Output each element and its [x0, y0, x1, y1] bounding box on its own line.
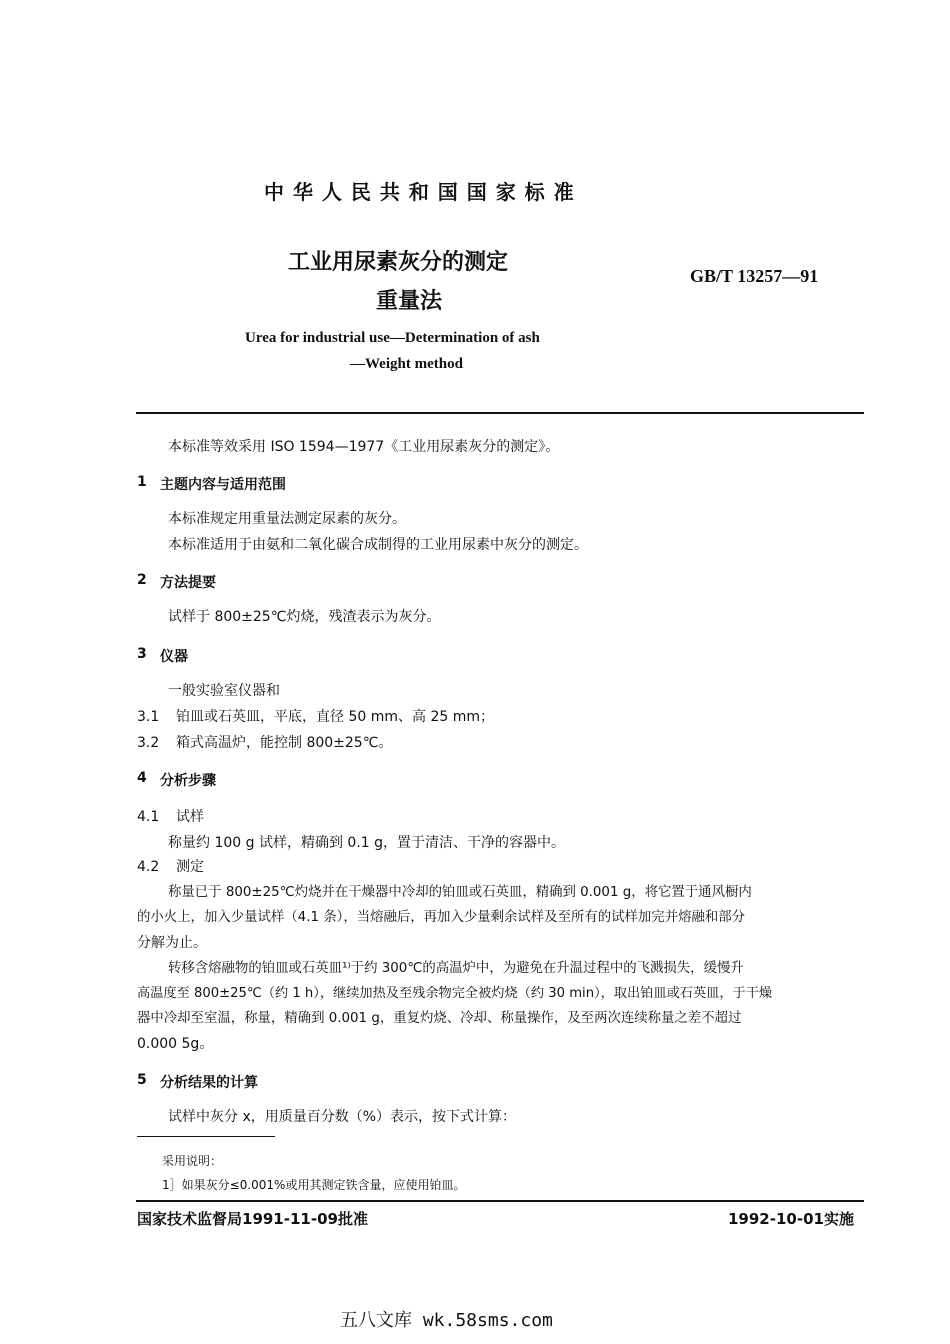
section-3-number: 3 [137, 646, 147, 662]
standard-number: GB/T 13257—91 [690, 266, 819, 286]
footnote-text: 1］如果灰分≤0.001%或用其测定铁含量，应使用铂皿。 [162, 1178, 466, 1192]
clause-4-2-para-1-line-1: 称量已于 800±25℃灼烧并在干燥器中冷却的铂皿或石英皿，精确到 0.001 g，将它置于通风橱内 [168, 885, 752, 900]
clause-3-2-number: 3.2 [137, 735, 160, 751]
footnote-divider [137, 1136, 275, 1137]
clause-4-2-para-1-line-2: 的小火上，加入少量试样（4.1 条），当熔融后，再加入少量剩余试样及至所有的试样加完并熔融和部分 [137, 910, 746, 925]
clause-4-1-text: 称量约 100 g 试样，精确到 0.1 g，置于清洁、干净的容器中。 [168, 835, 566, 851]
section-4-number: 4 [137, 770, 147, 786]
section-2-para-1: 试样于 800±25℃灼烧，残渣表示为灰分。 [168, 609, 441, 625]
title-zh-line2: 重量法 [376, 289, 443, 314]
section-5-para-1: 试样中灰分 x，用质量百分数（%）表示，按下式计算： [168, 1109, 517, 1125]
national-standard-heading: 中 华 人 民 共 和 国 国 家 标 准 [264, 180, 575, 204]
section-5-title: 分析结果的计算 [160, 1075, 258, 1091]
header-divider [136, 412, 864, 414]
clause-3-2-text: 箱式高温炉，能控制 800±25℃。 [176, 735, 393, 751]
clause-4-2-para-2-line-4: 0.000 5g。 [137, 1036, 214, 1052]
title-zh-line1: 工业用尿素灰分的测定 [288, 250, 509, 275]
section-2-number: 2 [137, 572, 147, 588]
clause-4-2-para-1-line-3: 分解为止。 [137, 935, 207, 951]
clause-4-2-para-2-line-1: 转移含熔融物的铂皿或石英皿¹⁾于约 300℃的高温炉中，为避免在升温过程中的飞溅损失，缓慢升 [168, 961, 744, 976]
section-1-para-1: 本标准规定用重量法测定尿素的灰分。 [168, 511, 406, 527]
footnote-label: 采用说明： [162, 1154, 223, 1168]
section-1-number: 1 [137, 474, 147, 490]
approval-text: 国家技术监督局1991-11-09批准 [137, 1210, 368, 1228]
clause-4-1-title: 试样 [176, 809, 204, 825]
clause-4-2-para-2-line-2: 高温度至 800±25℃（约 1 h），继续加热及至残余物完全被灼烧（约 30 min），取出铂皿或石英皿，于干燥 [137, 986, 773, 1001]
clause-4-2-para-2-line-3: 器中冷却至室温，称量，精确到 0.001 g，重复灼烧、冷却、称量操作，及至两次连续称量之差不超过 [137, 1011, 742, 1026]
section-3-intro: 一般实验室仪器和 [168, 683, 280, 699]
footer-divider [136, 1200, 864, 1202]
watermark-text: 五八文库 wk.58sms.com [340, 1310, 553, 1331]
section-5-number: 5 [137, 1072, 147, 1088]
preface-text: 本标准等效采用 ISO 1594—1977《工业用尿素灰分的测定》。 [168, 439, 560, 455]
title-en-line1: Urea for industrial use—Determination of ash [245, 330, 540, 346]
section-1-title: 主题内容与适用范围 [160, 477, 286, 493]
clause-4-2-number: 4.2 [137, 859, 160, 875]
section-1-para-2: 本标准适用于由氨和二氧化碳合成制得的工业用尿素中灰分的测定。 [168, 537, 588, 553]
title-en-line2: —Weight method [350, 356, 463, 372]
clause-3-1-text: 铂皿或石英皿，平底，直径 50 mm、高 25 mm； [176, 709, 494, 725]
section-3-title: 仪器 [160, 649, 188, 665]
implementation-text: 1992-10-01实施 [728, 1210, 854, 1228]
section-4-title: 分析步骤 [160, 773, 216, 789]
clause-4-1-number: 4.1 [137, 809, 160, 825]
section-2-title: 方法提要 [160, 575, 216, 591]
clause-3-1-number: 3.1 [137, 709, 160, 725]
clause-4-2-title: 测定 [176, 859, 204, 875]
